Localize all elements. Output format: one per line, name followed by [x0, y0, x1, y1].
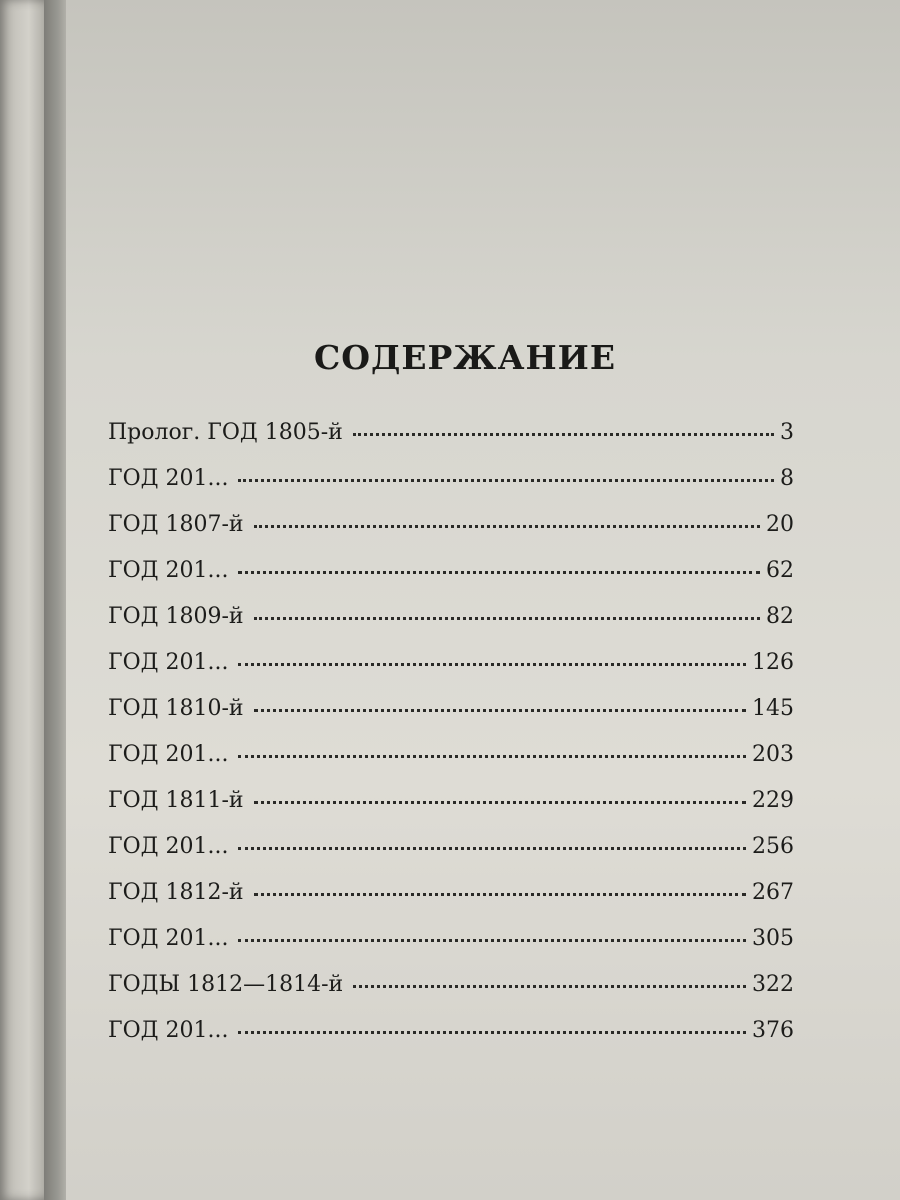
- toc-entry: [108, 604, 794, 650]
- toc-entry-title: ГОД 1811-й: [108, 788, 244, 813]
- dot-leader: [238, 663, 746, 666]
- toc-entry-title: ГОД 1807-й: [108, 512, 244, 537]
- page-heading: СОДЕРЖАНИЕ: [313, 338, 616, 377]
- dot-leader: [238, 755, 746, 758]
- toc-entry-page-number: 82: [766, 604, 794, 629]
- toc-entry-page-number: 256: [752, 834, 794, 859]
- toc-entry: [108, 926, 794, 972]
- toc-entry: [108, 696, 794, 742]
- toc-entry-page-number: 20: [766, 512, 794, 537]
- toc-entry: [108, 1018, 794, 1064]
- toc-entry: [108, 972, 794, 1018]
- toc-entry-title: ГОД 201...: [108, 926, 229, 951]
- table-of-contents: [108, 420, 794, 1064]
- dot-leader: [238, 847, 746, 850]
- toc-entry-title: Пролог. ГОД 1805-й: [108, 420, 343, 445]
- dot-leader: [254, 617, 760, 620]
- toc-entry-page-number: 8: [780, 466, 794, 491]
- toc-entry-page-number: 267: [752, 880, 794, 905]
- toc-entry-title: ГОД 1812-й: [108, 880, 244, 905]
- toc-entry: [108, 512, 794, 558]
- toc-entry-title: ГОД 201...: [108, 834, 229, 859]
- book-page: [66, 0, 900, 1200]
- dot-leader: [238, 1031, 746, 1034]
- toc-entry-page-number: 322: [752, 972, 794, 997]
- toc-entry: [108, 466, 794, 512]
- toc-entry-title: ГОД 201...: [108, 742, 229, 767]
- dot-leader: [254, 709, 746, 712]
- toc-entry-title: ГОД 201...: [108, 558, 229, 583]
- dot-leader: [254, 801, 746, 804]
- toc-entry: [108, 558, 794, 604]
- toc-entry-page-number: 145: [752, 696, 794, 721]
- dot-leader: [254, 893, 746, 896]
- toc-entry-page-number: 3: [780, 420, 794, 445]
- toc-entry-title: ГОД 201...: [108, 650, 229, 675]
- toc-entry: [108, 834, 794, 880]
- toc-entry-title: ГОД 1809-й: [108, 604, 244, 629]
- toc-entry-page-number: 126: [752, 650, 794, 675]
- toc-entry-title: ГОД 1810-й: [108, 696, 244, 721]
- toc-entry-page-number: 305: [752, 926, 794, 951]
- toc-entry: [108, 420, 794, 466]
- toc-entry-page-number: 229: [752, 788, 794, 813]
- dot-leader: [238, 939, 746, 942]
- toc-entry-title: ГОД 201...: [108, 1018, 229, 1043]
- toc-entry-page-number: 62: [766, 558, 794, 583]
- dot-leader: [254, 525, 760, 528]
- toc-entry: [108, 742, 794, 788]
- toc-entry-title: ГОДЫ 1812—1814-й: [108, 972, 344, 997]
- toc-entry-page-number: 376: [752, 1018, 794, 1043]
- dot-leader: [238, 571, 760, 574]
- toc-entry: [108, 650, 794, 696]
- dot-leader: [353, 433, 774, 436]
- toc-entry-page-number: 203: [752, 742, 794, 767]
- facing-page-edge: [0, 0, 48, 1200]
- dot-leader: [238, 479, 774, 482]
- toc-entry: [108, 788, 794, 834]
- toc-entry-title: ГОД 201...: [108, 466, 229, 491]
- toc-entry: [108, 880, 794, 926]
- dot-leader: [353, 985, 746, 988]
